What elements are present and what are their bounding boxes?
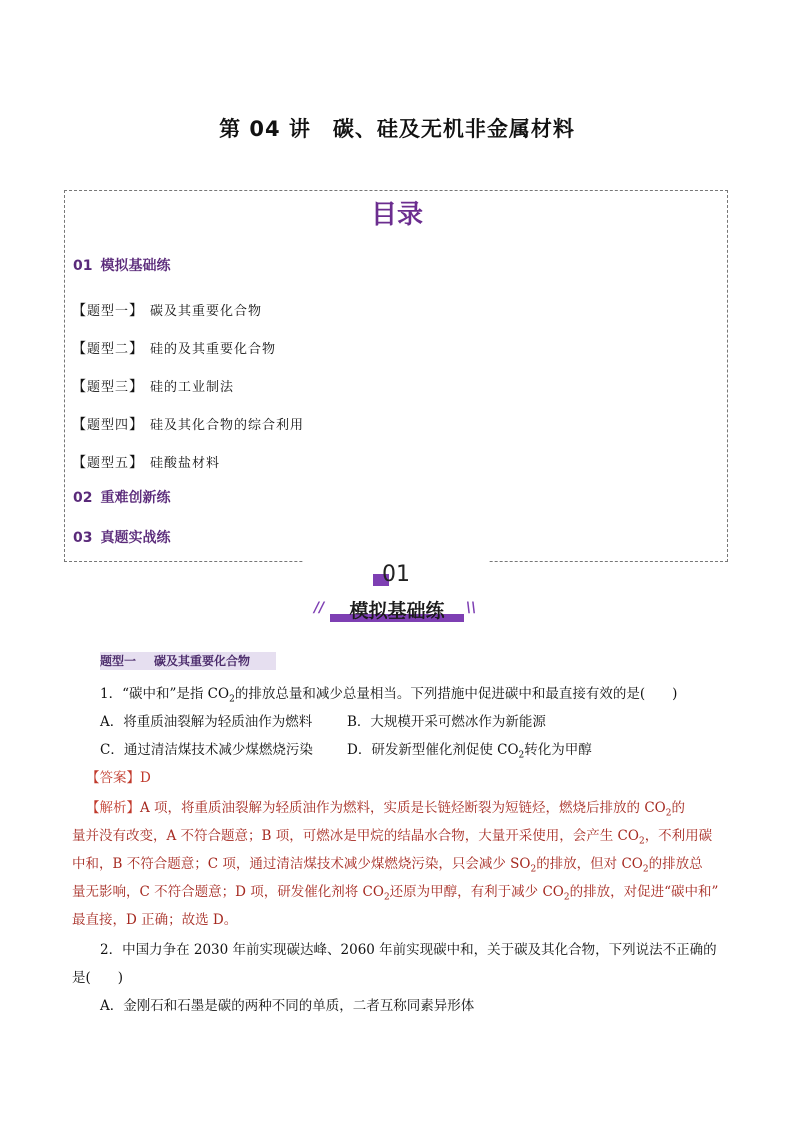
q2-stem-line-2: 是( ) (72, 970, 124, 986)
question-type-text: 碳及其重要化合物 (154, 654, 251, 668)
toc-section-label: 模拟基础练 (100, 258, 171, 274)
toc-type-text: 碳及其重要化合物 (150, 304, 263, 319)
question-type-label: 题型一 (100, 654, 137, 668)
toc-type-5[interactable]: 【题型五】 硅酸盐材料 (72, 455, 221, 471)
toc-type-label: 题型四 (87, 418, 130, 433)
question-type-header (100, 652, 276, 670)
q1-answer (86, 766, 151, 786)
q1-option-a: A．将重质油裂解为轻质油作为燃料 (100, 714, 313, 730)
section-title-badge (300, 596, 494, 626)
answer-label: 【答案】 (86, 770, 140, 786)
q1-analysis-line-3: 中和，B 不符合题意；C 项，通过清洁煤技术减少煤燃烧污染，只会减少 $SO_2$的排放，但对 $CO_2$的排放总 (72, 856, 703, 875)
toc-type-1[interactable]: 【题型一】 碳及其重要化合物 (72, 303, 263, 319)
answer-value: D (140, 770, 151, 786)
toc-heading: 目录 (370, 200, 423, 230)
toc-type-text: 硅的及其重要化合物 (150, 342, 277, 357)
q1-analysis-line-2: 量并没有改变，A 不符合题意；B 项，可燃冰是甲烷的结晶水合物，大量开采使用，会产生 $CO_2$，不利用碳 (72, 828, 713, 847)
q1-analysis-line-1: 【解析】A 项，将重质油裂解为轻质油作为燃料，实质是长链烃断裂为短链烃，燃烧后排放的 $CO_2$的 (86, 800, 685, 819)
section-number: 01 (382, 562, 410, 587)
toc-type-label: 题型三 (87, 380, 130, 395)
toc-section-02[interactable] (73, 487, 170, 507)
q1-option-d: D．研发新型催化剂促使 $CO_2$转化为甲醇 (347, 742, 592, 761)
toc-type-2[interactable]: 【题型二】 硅的及其重要化合物 (72, 341, 277, 357)
page-title: 第 04 讲 碳、硅及无机非金属材料 (219, 117, 575, 141)
toc-type-text: 硅的工业制法 (150, 380, 235, 395)
toc-type-label: 题型一 (87, 304, 130, 319)
toc-section-label: 真题实战练 (100, 530, 171, 546)
toc-type-3[interactable]: 【题型三】 硅的工业制法 (72, 379, 235, 395)
toc-section-01[interactable] (73, 255, 170, 275)
q2-stem-line-1: 2．中国力争在 2030 年前实现碳达峰、2060 年前实现碳中和，关于碳及其化合物，下列说法不正确的 (100, 942, 717, 958)
toc-section-number: 02 (73, 490, 93, 506)
toc-section-number: 01 (73, 258, 93, 274)
toc-section-number: 03 (73, 530, 93, 546)
toc-type-label: 题型五 (87, 456, 130, 471)
toc-type-text: 硅及其化合物的综合利用 (150, 418, 305, 433)
analysis-label: 【解析】 (86, 800, 140, 816)
toc-type-4[interactable]: 【题型四】 硅及其化合物的综合利用 (72, 417, 305, 433)
badge-left-mark: // (314, 600, 325, 616)
q1-option-b: B．大规模开采可燃冰作为新能源 (347, 714, 546, 730)
toc-section-03[interactable] (73, 527, 170, 547)
badge-right-mark: \\ (466, 600, 477, 616)
q1-analysis-line-5: 最直接，D 正确；故选 D。 (72, 912, 238, 928)
section-title: 模拟基础练 (349, 600, 445, 622)
toc-section-label: 重难创新练 (100, 490, 171, 506)
toc-type-label: 题型二 (87, 342, 130, 357)
q1-option-c: C．通过清洁煤技术减少煤燃烧污染 (100, 742, 313, 758)
section-number-badge (370, 562, 430, 588)
q1-analysis-line-4: 量无影响，C 不符合题意；D 项，研发催化剂将 $CO_2$还原为甲醇，有利于减少 $CO_2$的排放，对促进“碳中和” (72, 884, 719, 903)
toc-type-text: 硅酸盐材料 (150, 456, 221, 471)
q1-stem: 1．“碳中和”是指 $CO_2$的排放总量和减少总量相当。下列措施中促进碳中和最直接有效的是( ) (100, 686, 678, 705)
q2-option-a: A．金刚石和石墨是碳的两种不同的单质，二者互称同素异形体 (100, 998, 475, 1014)
